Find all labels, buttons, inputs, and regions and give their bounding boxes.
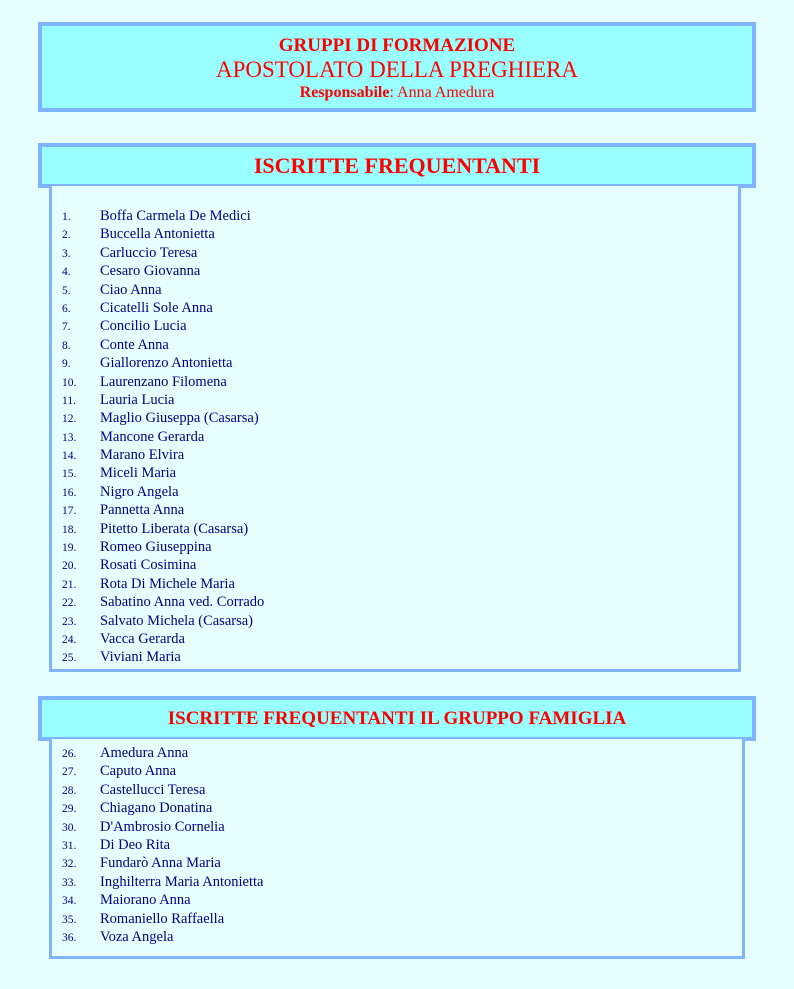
list-item-number: 26. [62,748,77,760]
list-item [62,744,263,762]
list-item-number: 11. [62,394,76,407]
responsabile-separator: : [389,84,394,101]
list-item-name: Lauria Lucia [100,391,175,408]
list-item-number: 4. [62,266,71,279]
list-item-name: Mancone Gerarda [100,428,205,445]
list-item-name: Pitetto Liberata (Casarsa) [100,520,249,537]
responsabile-label: Responsabile [299,84,390,101]
list-item-number: 5. [62,284,71,297]
list-item-number: 19. [62,542,77,555]
list-item-number: 17. [62,505,77,518]
list-item [62,854,263,872]
list-item-name: Maiorano Anna [100,892,191,909]
list-item-name: Caputo Anna [100,763,177,780]
member-list [62,207,264,667]
list-item [62,409,264,427]
list-item-name: Vacca Gerarda [100,630,185,647]
list-item [62,836,263,854]
list-item-number: 28. [62,784,77,797]
list-item [62,336,264,354]
list-item-name: Inghilterra Maria Antonietta [100,873,264,890]
list-item [62,464,264,482]
list-item [62,891,263,909]
list-item-name: Rota Di Michele Maria [100,575,235,592]
list-item-number: 32. [62,858,77,871]
list-item-number: 31. [62,839,77,852]
list-item-name: Chiagano Donatina [100,800,213,817]
list-item [62,593,264,611]
list-item-name: D'Ambrosio Cornelia [100,818,225,835]
list-item-number: 1. [62,211,71,223]
list-item-number: 18. [62,523,77,536]
list-item [62,501,264,519]
list-item [62,928,263,946]
list-item-name: Laurenzano Filomena [100,373,227,390]
list-item [62,354,264,372]
list-item [62,538,264,556]
list-item [62,244,264,262]
list-item-number: 20. [62,560,77,573]
list-item-name: Marano Elvira [100,447,185,464]
list-item-name: Maglio Giuseppa (Casarsa) [100,410,259,427]
list-item-number: 23. [62,615,77,628]
list-item [62,575,264,593]
list-item-number: 7. [62,321,71,334]
section-panel-iscritte [49,186,741,672]
list-item-number: 22. [62,597,77,610]
list-item-number: 30. [62,821,77,834]
list-item [62,612,264,630]
section-panel-gruppo-famiglia [49,739,745,959]
header-responsabile [42,83,752,103]
list-item-name: Conte Anna [100,336,169,353]
list-item-name: Pannetta Anna [100,502,185,519]
list-item-name: Buccella Antonietta [100,226,215,243]
list-item [62,225,264,243]
list-item [62,428,264,446]
header-group-title: GRUPPI DI FORMAZIONE [278,35,516,56]
list-item-name: Voza Angela [100,928,174,945]
list-item [62,873,263,891]
list-item-name: Cesaro Giovanna [100,263,201,280]
list-item [62,648,264,666]
list-item-number: 2. [62,229,71,242]
list-item-number: 3. [62,247,71,260]
list-item-name: Concilio Lucia [100,318,187,335]
list-item-name: Fundarò Anna Maria [100,855,221,872]
list-item-name: Romaniello Raffaella [100,910,225,927]
list-item [62,391,264,409]
list-item-name: Cicatelli Sole Anna [100,299,213,316]
list-item [62,781,263,799]
list-item-number: 9. [62,358,71,371]
list-item-number: 10. [62,376,77,389]
list-item-number: 8. [62,339,71,352]
list-item-name: Boffa Carmela De Medici [100,208,251,224]
list-item-name: Nigro Angela [100,483,179,500]
list-item-name: Ciao Anna [100,281,162,298]
list-item-number: 36. [62,931,77,944]
list-item-name: Carluccio Teresa [100,244,198,261]
list-item-number: 29. [62,803,77,816]
list-item [62,910,263,928]
list-item-name: Rosati Cosimina [100,557,197,574]
list-item-name: Viviani Maria [100,649,181,666]
list-item-number: 24. [62,633,77,646]
list-item-name: Di Deo Rita [100,836,171,853]
list-item [62,373,264,391]
header-main-title: APOSTOLATO DELLA PREGHIERA [215,57,579,82]
list-item-name: Romeo Giuseppina [100,539,212,556]
list-item-number: 12. [62,413,77,426]
list-item [62,317,264,335]
list-item [62,818,263,836]
page-header [38,22,756,112]
list-item [62,446,264,464]
list-item-number: 16. [62,486,77,499]
list-item [62,281,264,299]
responsabile-name: Anna Amedura [397,84,495,101]
member-list [62,744,263,946]
list-item-number: 15. [62,468,77,481]
list-item [62,556,264,574]
list-item-number: 27. [62,766,77,779]
list-item-name: Salvato Michela (Casarsa) [100,612,254,629]
list-item-number: 21. [62,578,77,591]
list-item-number: 6. [62,302,71,315]
list-item-number: 14. [62,450,77,463]
list-item [62,520,264,538]
list-item-name: Sabatino Anna ved. Corrado [100,594,265,611]
section-title-iscritte: ISCRITTE FREQUENTANTI [38,143,756,188]
list-item [62,483,264,501]
list-item [62,207,264,225]
list-item-number: 35. [62,913,77,926]
list-item-number: 33. [62,876,77,889]
list-item [62,299,264,317]
list-item [62,762,263,780]
list-item-name: Miceli Maria [100,465,177,482]
list-item [62,630,264,648]
list-item [62,799,263,817]
list-item-number: 25. [62,652,77,665]
list-item-number: 34. [62,895,77,908]
list-item-name: Amedura Anna [100,745,189,761]
section-title-gruppo-famiglia: ISCRITTE FREQUENTANTI IL GRUPPO FAMIGLIA [38,696,756,741]
list-item-name: Giallorenzo Antonietta [100,355,233,372]
list-item-name: Castellucci Teresa [100,781,206,798]
list-item [62,262,264,280]
list-item-number: 13. [62,431,77,444]
